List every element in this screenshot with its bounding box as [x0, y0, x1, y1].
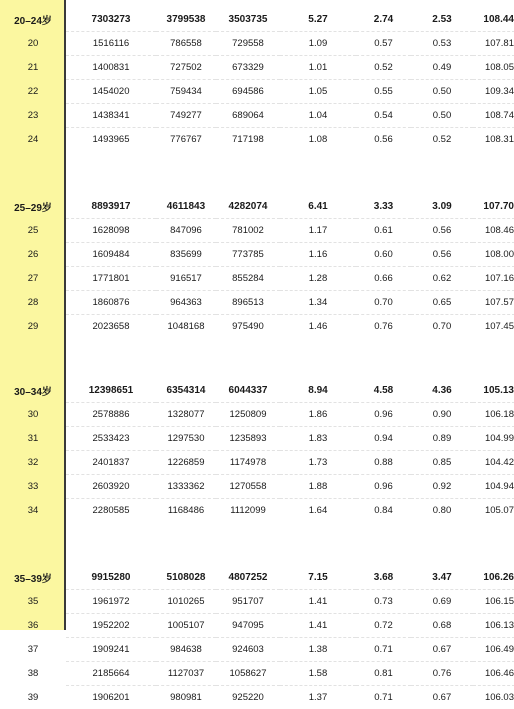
sex-ratio-cell: 108.74 [473, 104, 514, 128]
male-cell: 984638 [156, 638, 216, 662]
male-cell: 1010265 [156, 590, 216, 614]
table-row [0, 662, 514, 686]
total-pct-cell: 1.88 [280, 475, 356, 499]
table-row [0, 219, 514, 243]
male-cell: 1328077 [156, 403, 216, 427]
sex-ratio-cell: 105.07 [473, 499, 514, 523]
sex-ratio-cell: 107.16 [473, 267, 514, 291]
age-cell: 35 [0, 590, 66, 614]
total-cell: 2578886 [66, 403, 156, 427]
male-cell: 916517 [156, 267, 216, 291]
total-cell: 2023658 [66, 315, 156, 339]
age-cell: 26 [0, 243, 66, 267]
female-pct-cell: 0.62 [411, 267, 473, 291]
total-pct-cell: 1.73 [280, 451, 356, 475]
female-pct-cell: 0.92 [411, 475, 473, 499]
female-cell: 3503735 [216, 8, 280, 32]
table-row [0, 32, 514, 56]
age-cell: 27 [0, 267, 66, 291]
spacer-cell [0, 338, 514, 379]
male-cell: 6354314 [156, 379, 216, 403]
male-pct-cell: 2.74 [356, 8, 411, 32]
total-pct-cell: 1.41 [280, 590, 356, 614]
male-pct-cell: 0.88 [356, 451, 411, 475]
population-table-container [0, 8, 514, 709]
spacer-cell [0, 151, 514, 195]
sex-ratio-cell: 109.34 [473, 80, 514, 104]
age-cell: 25 [0, 219, 66, 243]
total-cell: 7303273 [66, 8, 156, 32]
table-row [0, 614, 514, 638]
age-cell: 34 [0, 499, 66, 523]
female-cell: 1058627 [216, 662, 280, 686]
total-pct-cell: 1.86 [280, 403, 356, 427]
total-cell: 1516116 [66, 32, 156, 56]
sex-ratio-cell: 106.15 [473, 590, 514, 614]
total-cell: 1860876 [66, 291, 156, 315]
female-pct-cell: 0.68 [411, 614, 473, 638]
female-cell: 1270558 [216, 475, 280, 499]
female-cell: 1112099 [216, 499, 280, 523]
female-cell: 1235893 [216, 427, 280, 451]
female-cell: 947095 [216, 614, 280, 638]
table-body [0, 8, 514, 709]
total-cell: 1438341 [66, 104, 156, 128]
total-pct-cell: 1.08 [280, 128, 356, 152]
male-cell: 964363 [156, 291, 216, 315]
female-cell: 673329 [216, 56, 280, 80]
male-pct-cell: 0.55 [356, 80, 411, 104]
age-cell: 25–29岁 [0, 195, 66, 219]
male-pct-cell: 3.33 [356, 195, 411, 219]
male-pct-cell: 0.61 [356, 219, 411, 243]
female-cell: 773785 [216, 243, 280, 267]
table-row [0, 243, 514, 267]
female-pct-cell: 3.47 [411, 566, 473, 590]
male-pct-cell: 0.54 [356, 104, 411, 128]
spacer-cell [0, 522, 514, 566]
sex-ratio-cell: 107.45 [473, 315, 514, 339]
male-cell: 1005107 [156, 614, 216, 638]
male-cell: 727502 [156, 56, 216, 80]
table-row [0, 590, 514, 614]
male-cell: 1127037 [156, 662, 216, 686]
age-cell: 36 [0, 614, 66, 638]
female-pct-cell: 0.56 [411, 219, 473, 243]
female-cell: 4807252 [216, 566, 280, 590]
male-cell: 786558 [156, 32, 216, 56]
male-cell: 759434 [156, 80, 216, 104]
male-pct-cell: 0.96 [356, 403, 411, 427]
total-cell: 2603920 [66, 475, 156, 499]
age-cell: 22 [0, 80, 66, 104]
age-cell: 37 [0, 638, 66, 662]
table-row [0, 267, 514, 291]
female-pct-cell: 0.90 [411, 403, 473, 427]
age-cell: 29 [0, 315, 66, 339]
total-cell: 2401837 [66, 451, 156, 475]
female-cell: 925220 [216, 686, 280, 709]
sex-ratio-cell: 105.13 [473, 379, 514, 403]
total-cell: 1771801 [66, 267, 156, 291]
female-pct-cell: 0.50 [411, 104, 473, 128]
age-cell: 28 [0, 291, 66, 315]
total-pct-cell: 1.05 [280, 80, 356, 104]
table-row [0, 128, 514, 152]
female-pct-cell: 0.70 [411, 315, 473, 339]
table-row [0, 80, 514, 104]
age-cell: 20 [0, 32, 66, 56]
total-pct-cell: 1.41 [280, 614, 356, 638]
male-pct-cell: 0.66 [356, 267, 411, 291]
age-cell: 35–39岁 [0, 566, 66, 590]
total-pct-cell: 7.15 [280, 566, 356, 590]
table-row [0, 638, 514, 662]
male-pct-cell: 0.94 [356, 427, 411, 451]
female-pct-cell: 0.49 [411, 56, 473, 80]
male-pct-cell: 0.76 [356, 315, 411, 339]
sex-ratio-cell: 108.05 [473, 56, 514, 80]
total-pct-cell: 8.94 [280, 379, 356, 403]
sex-ratio-cell: 104.94 [473, 475, 514, 499]
total-pct-cell: 1.58 [280, 662, 356, 686]
female-pct-cell: 2.53 [411, 8, 473, 32]
total-pct-cell: 1.37 [280, 686, 356, 709]
sex-ratio-cell: 106.46 [473, 662, 514, 686]
sex-ratio-cell: 107.70 [473, 195, 514, 219]
male-cell: 749277 [156, 104, 216, 128]
male-pct-cell: 0.71 [356, 638, 411, 662]
female-cell: 4282074 [216, 195, 280, 219]
total-cell: 1628098 [66, 219, 156, 243]
female-pct-cell: 0.67 [411, 686, 473, 709]
female-cell: 6044337 [216, 379, 280, 403]
male-pct-cell: 3.68 [356, 566, 411, 590]
total-pct-cell: 1.16 [280, 243, 356, 267]
female-cell: 1174978 [216, 451, 280, 475]
age-cell: 30 [0, 403, 66, 427]
total-pct-cell: 5.27 [280, 8, 356, 32]
female-pct-cell: 0.52 [411, 128, 473, 152]
male-pct-cell: 0.57 [356, 32, 411, 56]
female-cell: 717198 [216, 128, 280, 152]
sex-ratio-cell: 106.26 [473, 566, 514, 590]
male-cell: 1333362 [156, 475, 216, 499]
female-pct-cell: 0.80 [411, 499, 473, 523]
sex-ratio-cell: 106.18 [473, 403, 514, 427]
female-cell: 1250809 [216, 403, 280, 427]
total-cell: 12398651 [66, 379, 156, 403]
sex-ratio-cell: 108.00 [473, 243, 514, 267]
table-row [0, 427, 514, 451]
total-cell: 2280585 [66, 499, 156, 523]
male-pct-cell: 0.60 [356, 243, 411, 267]
total-pct-cell: 1.17 [280, 219, 356, 243]
female-cell: 781002 [216, 219, 280, 243]
female-pct-cell: 0.69 [411, 590, 473, 614]
total-pct-cell: 1.38 [280, 638, 356, 662]
group-summary-row [0, 566, 514, 590]
group-spacer [0, 151, 514, 195]
female-pct-cell: 0.85 [411, 451, 473, 475]
sex-ratio-cell: 108.31 [473, 128, 514, 152]
male-cell: 4611843 [156, 195, 216, 219]
total-pct-cell: 6.41 [280, 195, 356, 219]
male-cell: 1297530 [156, 427, 216, 451]
group-spacer [0, 522, 514, 566]
female-pct-cell: 3.09 [411, 195, 473, 219]
population-table [0, 8, 514, 709]
sex-ratio-cell: 104.42 [473, 451, 514, 475]
female-cell: 951707 [216, 590, 280, 614]
total-pct-cell: 1.04 [280, 104, 356, 128]
total-cell: 1493965 [66, 128, 156, 152]
male-pct-cell: 4.58 [356, 379, 411, 403]
sex-ratio-cell: 107.57 [473, 291, 514, 315]
age-cell: 31 [0, 427, 66, 451]
table-row [0, 499, 514, 523]
group-summary-row [0, 195, 514, 219]
female-cell: 896513 [216, 291, 280, 315]
age-cell: 20–24岁 [0, 8, 66, 32]
total-cell: 1609484 [66, 243, 156, 267]
sex-ratio-cell: 107.81 [473, 32, 514, 56]
male-cell: 1226859 [156, 451, 216, 475]
male-pct-cell: 0.96 [356, 475, 411, 499]
total-cell: 1909241 [66, 638, 156, 662]
age-cell: 39 [0, 686, 66, 709]
total-cell: 9915280 [66, 566, 156, 590]
age-cell: 30–34岁 [0, 379, 66, 403]
total-cell: 8893917 [66, 195, 156, 219]
male-pct-cell: 0.71 [356, 686, 411, 709]
male-cell: 1048168 [156, 315, 216, 339]
total-pct-cell: 1.83 [280, 427, 356, 451]
sex-ratio-cell: 108.44 [473, 8, 514, 32]
female-pct-cell: 0.65 [411, 291, 473, 315]
female-pct-cell: 0.56 [411, 243, 473, 267]
male-pct-cell: 0.73 [356, 590, 411, 614]
total-pct-cell: 1.01 [280, 56, 356, 80]
male-pct-cell: 0.72 [356, 614, 411, 638]
sex-ratio-cell: 106.49 [473, 638, 514, 662]
age-cell: 32 [0, 451, 66, 475]
age-cell: 33 [0, 475, 66, 499]
group-summary-row [0, 379, 514, 403]
female-cell: 729558 [216, 32, 280, 56]
male-pct-cell: 0.81 [356, 662, 411, 686]
total-cell: 1454020 [66, 80, 156, 104]
age-cell: 23 [0, 104, 66, 128]
male-cell: 3799538 [156, 8, 216, 32]
sex-ratio-cell: 106.03 [473, 686, 514, 709]
sex-ratio-cell: 104.99 [473, 427, 514, 451]
male-cell: 835699 [156, 243, 216, 267]
female-cell: 689064 [216, 104, 280, 128]
age-cell: 24 [0, 128, 66, 152]
table-row [0, 475, 514, 499]
table-row [0, 291, 514, 315]
table-row [0, 104, 514, 128]
group-spacer [0, 338, 514, 379]
male-cell: 847096 [156, 219, 216, 243]
group-summary-row [0, 8, 514, 32]
sex-ratio-cell: 108.46 [473, 219, 514, 243]
total-cell: 1400831 [66, 56, 156, 80]
female-cell: 694586 [216, 80, 280, 104]
total-pct-cell: 1.28 [280, 267, 356, 291]
male-pct-cell: 0.52 [356, 56, 411, 80]
female-pct-cell: 0.67 [411, 638, 473, 662]
male-cell: 980981 [156, 686, 216, 709]
table-row [0, 315, 514, 339]
age-cell: 38 [0, 662, 66, 686]
total-pct-cell: 1.34 [280, 291, 356, 315]
female-pct-cell: 0.89 [411, 427, 473, 451]
table-row [0, 56, 514, 80]
total-cell: 2185664 [66, 662, 156, 686]
total-pct-cell: 1.46 [280, 315, 356, 339]
female-pct-cell: 4.36 [411, 379, 473, 403]
table-row [0, 686, 514, 709]
table-row [0, 451, 514, 475]
total-pct-cell: 1.09 [280, 32, 356, 56]
total-cell: 1952202 [66, 614, 156, 638]
total-cell: 1906201 [66, 686, 156, 709]
female-cell: 975490 [216, 315, 280, 339]
total-pct-cell: 1.64 [280, 499, 356, 523]
male-cell: 776767 [156, 128, 216, 152]
male-pct-cell: 0.70 [356, 291, 411, 315]
female-pct-cell: 0.53 [411, 32, 473, 56]
female-cell: 924603 [216, 638, 280, 662]
male-pct-cell: 0.84 [356, 499, 411, 523]
male-cell: 1168486 [156, 499, 216, 523]
male-cell: 5108028 [156, 566, 216, 590]
female-pct-cell: 0.50 [411, 80, 473, 104]
table-row [0, 403, 514, 427]
male-pct-cell: 0.56 [356, 128, 411, 152]
total-cell: 1961972 [66, 590, 156, 614]
female-pct-cell: 0.76 [411, 662, 473, 686]
sex-ratio-cell: 106.13 [473, 614, 514, 638]
female-cell: 855284 [216, 267, 280, 291]
total-cell: 2533423 [66, 427, 156, 451]
age-cell: 21 [0, 56, 66, 80]
